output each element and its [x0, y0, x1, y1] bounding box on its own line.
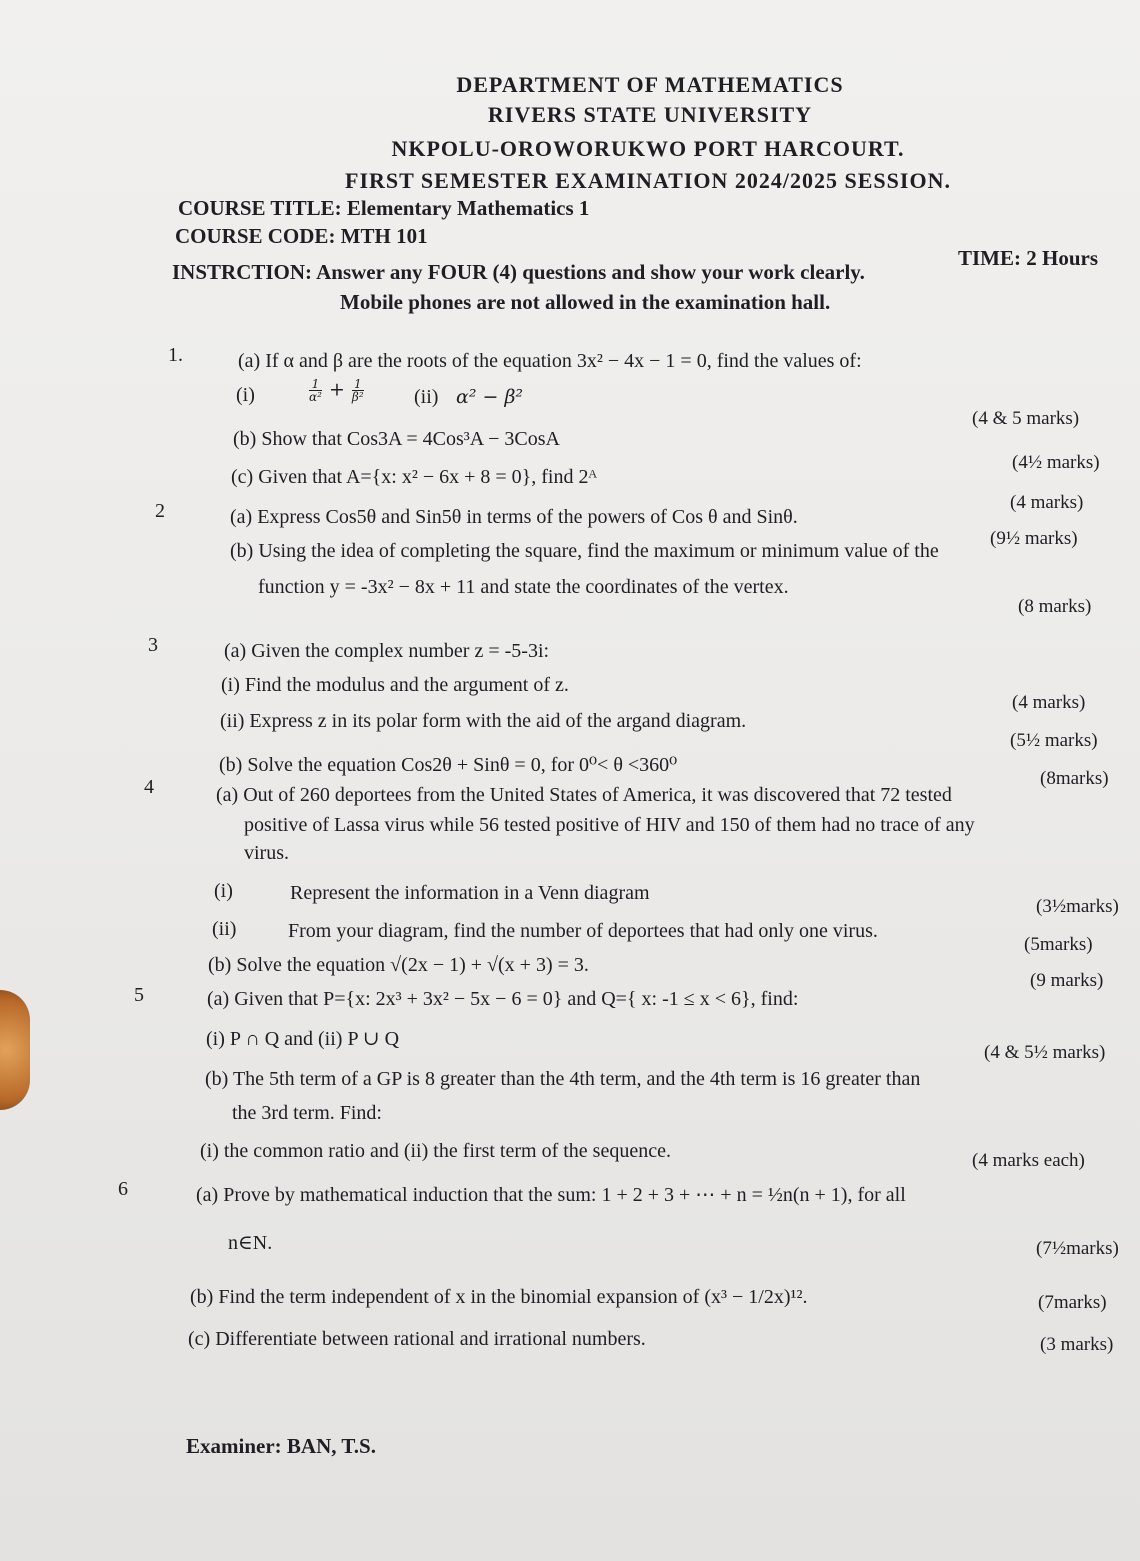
q5a-marks: (4 & 5½ marks) [984, 1042, 1106, 1063]
course-title: COURSE TITLE: Elementary Mathematics 1 [178, 196, 590, 220]
q3a-text: (a) Given the complex number z = -5-3i: [224, 640, 550, 662]
question-number-5: 5 [134, 984, 144, 1006]
q1c-text: (c) Given that A={x: x² − 6x + 8 = 0}, find 2ᴬ [231, 466, 597, 488]
q6b-marks: (7marks) [1038, 1292, 1107, 1313]
q1c-marks: (4 marks) [1010, 492, 1084, 513]
q5b-text-line2: the 3rd term. Find: [232, 1102, 382, 1124]
q1a-ii-expression: α² − β² [456, 386, 524, 408]
q1a-marks: (4 & 5 marks) [972, 408, 1080, 429]
exam-time: TIME: 2 Hours [958, 246, 1099, 270]
location-heading: NKPOLU-OROWORUKWO PORT HARCOURT. [391, 136, 905, 161]
q5a-i-text: (i) P ∩ Q and (ii) P ∪ Q [206, 1028, 400, 1050]
q5b-text-line1: (b) The 5th term of a GP is 8 greater than the 4th term, and the 4th term is 16 greater than [205, 1068, 921, 1090]
q3a-i-marks: (4 marks) [1012, 692, 1086, 713]
q5b-text-line3: (i) the common ratio and (ii) the first term of the sequence. [200, 1140, 671, 1162]
q3a-i-text: (i) Find the modulus and the argument of z. [221, 674, 569, 696]
finger-in-photo [0, 990, 30, 1110]
q4a-text-line1: (a) Out of 260 deportees from the United States of America, it was discovered that 72 tested [216, 784, 952, 806]
q6a-marks: (7½marks) [1036, 1238, 1119, 1259]
q6b-text: (b) Find the term independent of x in the binomial expansion of (x³ − 1/2x)¹². [190, 1286, 808, 1308]
examiner: Examiner: BAN, T.S. [186, 1434, 376, 1458]
department-heading: DEPARTMENT OF MATHEMATICS [456, 72, 844, 97]
q1a-i-label: (i) [236, 384, 255, 406]
q4a-text-line3: virus. [244, 842, 289, 864]
q1b-text: (b) Show that Cos3A = 4Cos³A − 3CosA [233, 428, 560, 450]
q6a-text-line2: n∈N. [228, 1232, 273, 1254]
q2a-text: (a) Express Cos5θ and Sin5θ in terms of the powers of Cos θ and Sinθ. [230, 506, 798, 528]
question-number-3: 3 [148, 634, 158, 656]
phones-notice: Mobile phones are not allowed in the examination hall. [340, 290, 831, 314]
q2a-marks: (9½ marks) [990, 528, 1078, 549]
exam-heading: FIRST SEMESTER EXAMINATION 2024/2025 SESSION. [345, 168, 951, 193]
q2b-text-line1: (b) Using the idea of completing the square, find the maximum or minimum value of the [230, 540, 939, 562]
question-number-2: 2 [155, 500, 165, 522]
q1b-marks: (4½ marks) [1012, 452, 1100, 473]
question-number-4: 4 [144, 776, 154, 798]
q4a-i-label: (i) [214, 880, 233, 902]
course-code: COURSE CODE: MTH 101 [175, 224, 428, 248]
q4b-text: (b) Solve the equation √(2x − 1) + √(x + 3) = 3. [208, 954, 589, 976]
q4b-marks: (9 marks) [1030, 970, 1104, 991]
q3b-marks: (8marks) [1040, 768, 1109, 789]
q1a-ii-label: (ii) [414, 386, 439, 408]
q4a-i-text: Represent the information in a Venn diagram [290, 882, 650, 904]
q1a-text: (a) If α and β are the roots of the equation 3x² − 4x − 1 = 0, find the values of: [238, 350, 862, 372]
q4a-ii-text: From your diagram, find the number of deportees that had only one virus. [288, 920, 878, 942]
university-heading: RIVERS STATE UNIVERSITY [487, 102, 813, 127]
q2b-text-line2: function y = -3x² − 8x + 11 and state the coordinates of the vertex. [258, 576, 789, 598]
question-number-6: 6 [118, 1178, 128, 1200]
q6c-marks: (3 marks) [1040, 1334, 1114, 1355]
q6a-text: (a) Prove by mathematical induction that the sum: 1 + 2 + 3 + ⋯ + n = ½n(n + 1), for all [196, 1184, 906, 1206]
q2b-marks: (8 marks) [1018, 596, 1092, 617]
q3b-text: (b) Solve the equation Cos2θ + Sinθ = 0, for 0⁰< θ <360⁰ [219, 754, 678, 776]
q4a-text-line2: positive of Lassa virus while 56 tested positive of HIV and 150 of them had no trace of any [244, 814, 975, 836]
q3a-ii-text: (ii) Express z in its polar form with the aid of the argand diagram. [220, 710, 747, 732]
question-number-1: 1. [168, 344, 183, 366]
q4a-ii-marks: (5marks) [1024, 934, 1093, 955]
q4a-i-marks: (3½marks) [1036, 896, 1119, 917]
q4a-ii-label: (ii) [212, 918, 237, 940]
instruction: INSTRCTION: Answer any FOUR (4) questions and show your work clearly. [172, 260, 865, 284]
q5b-marks: (4 marks each) [972, 1150, 1085, 1171]
q1a-i-expression: $\frac{1}{\text{α²}}$ + $\frac{1}{\text{β²}}$ [309, 377, 364, 404]
q6c-text: (c) Differentiate between rational and irrational numbers. [188, 1328, 646, 1350]
q5a-text: (a) Given that P={x: 2x³ + 3x² − 5x − 6 = 0} and Q={ x: -1 ≤ x < 6}, find: [207, 988, 799, 1010]
q3a-ii-marks: (5½ marks) [1010, 730, 1098, 751]
